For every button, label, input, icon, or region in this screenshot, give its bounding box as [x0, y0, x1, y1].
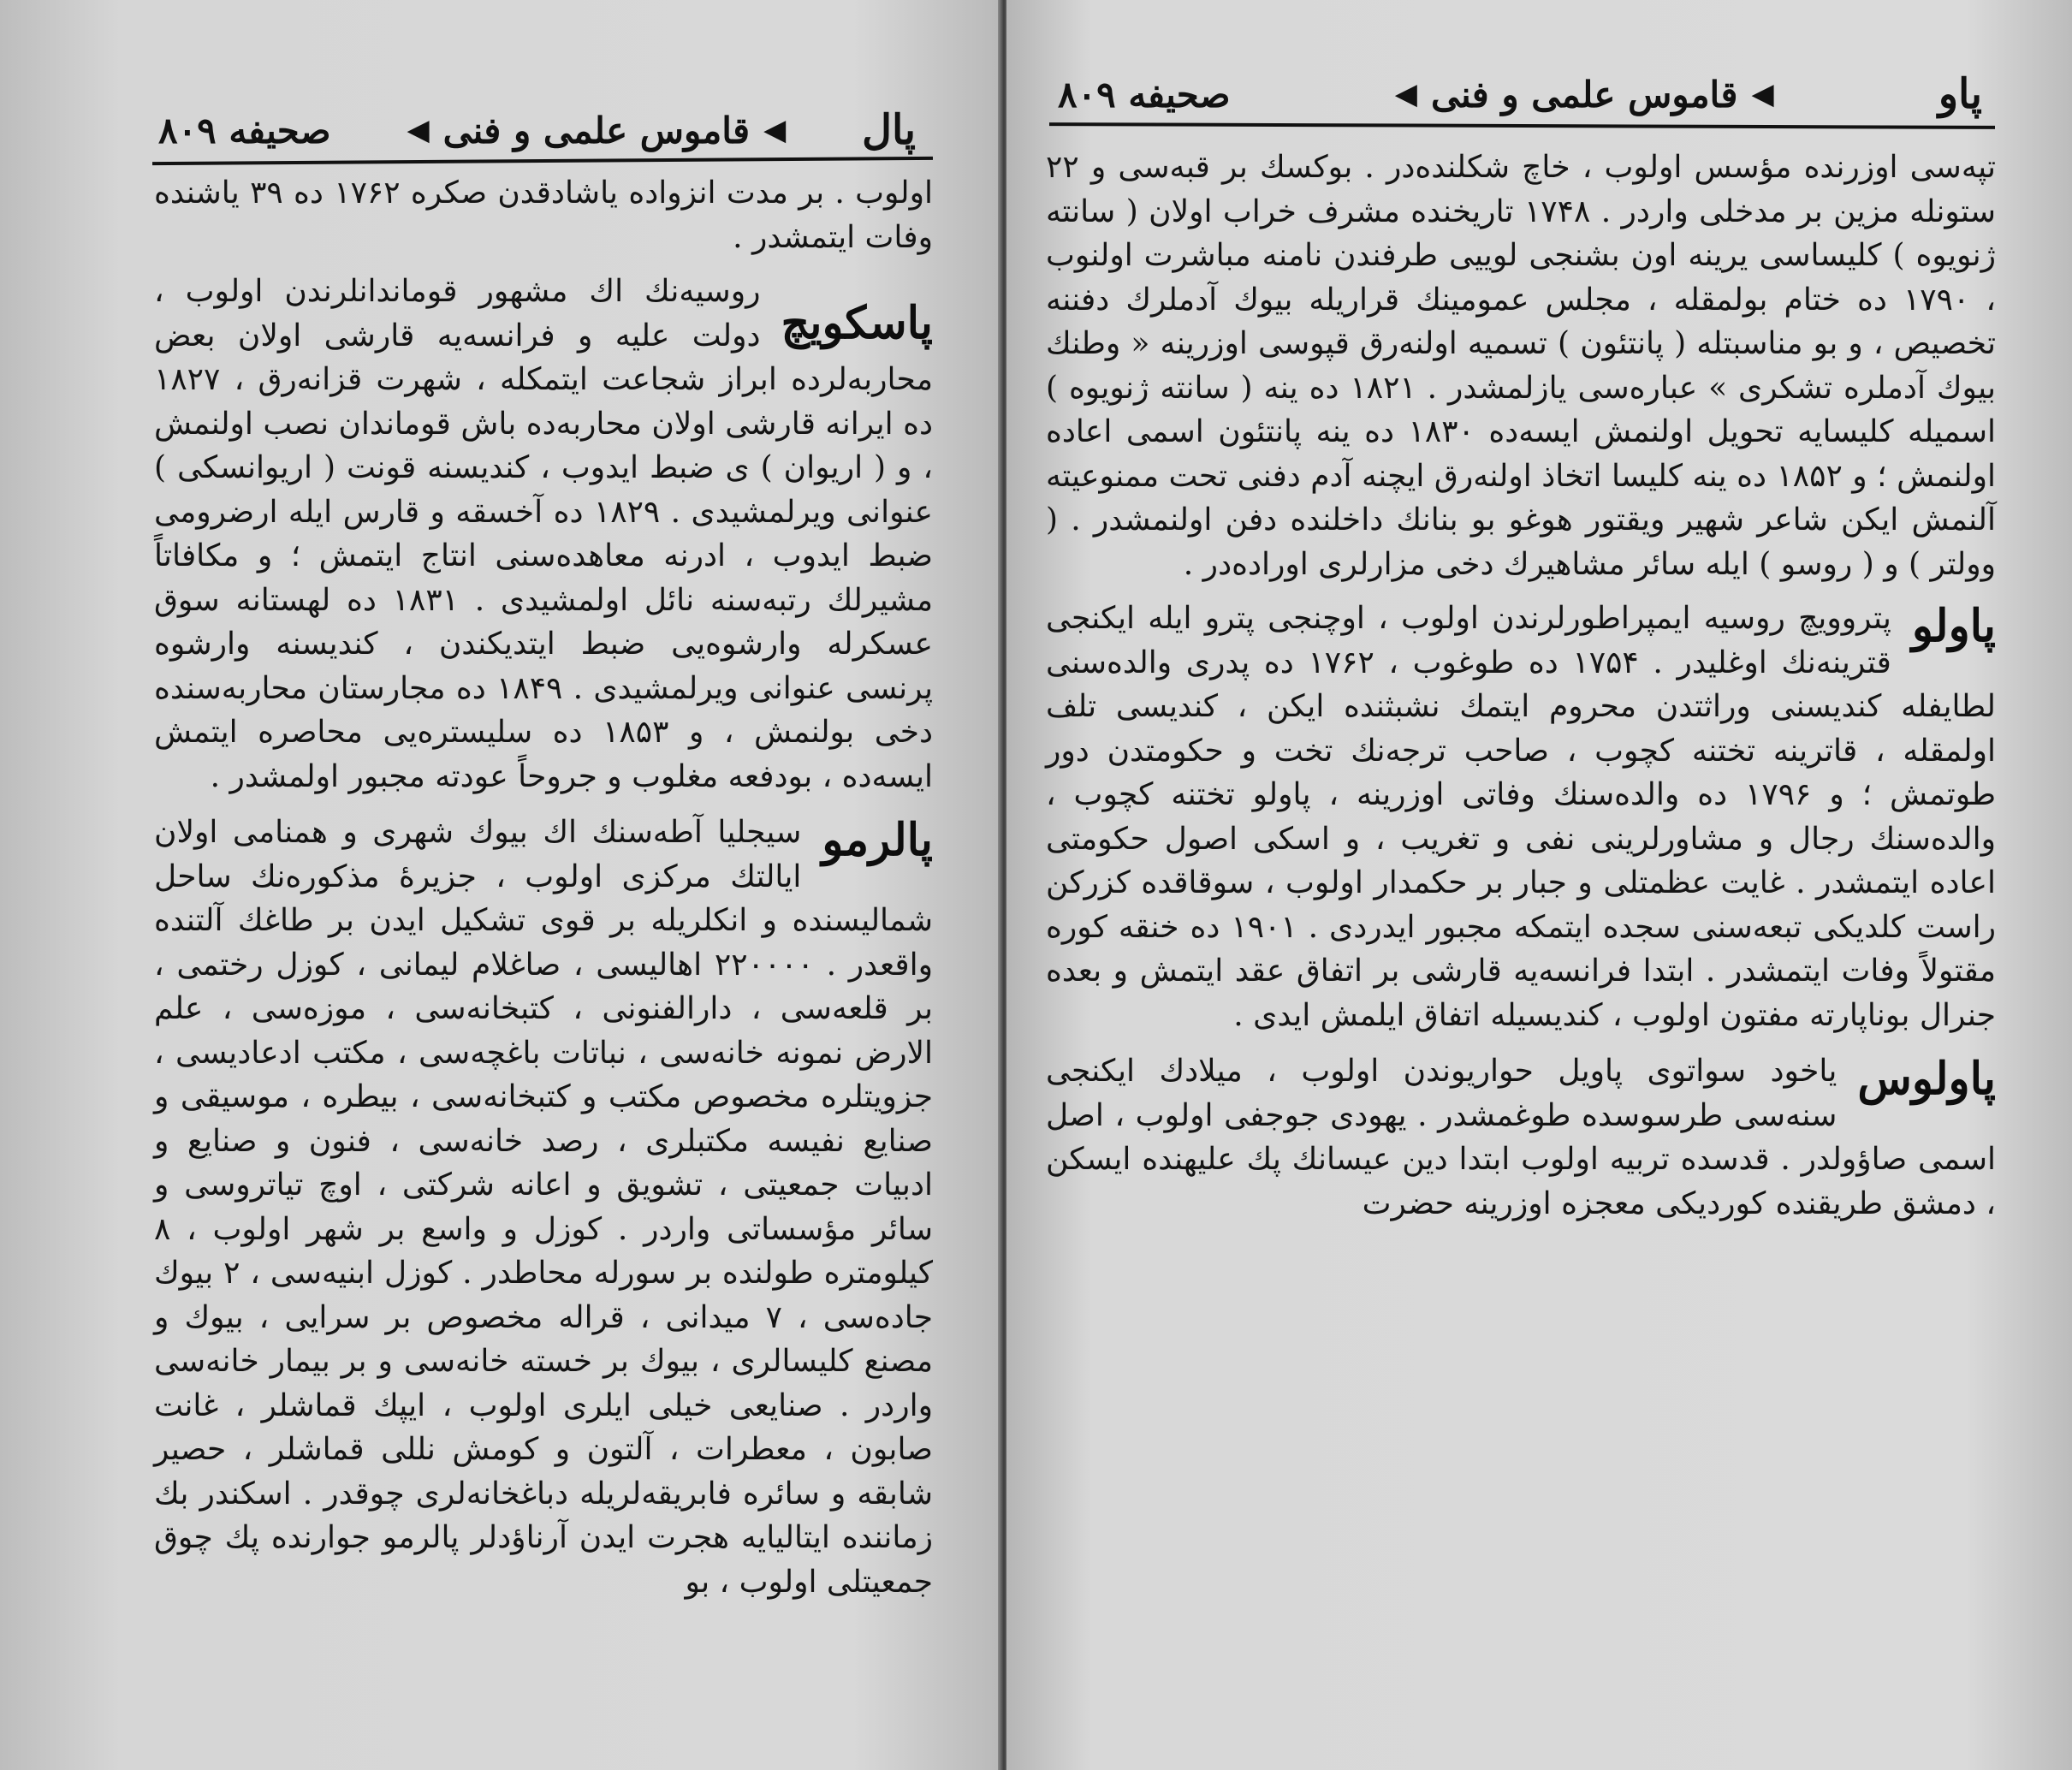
right-arrow-icon: ◀ [1751, 77, 1774, 111]
right-page [1006, 0, 2072, 1770]
right-header-letters: پاو [1938, 70, 1982, 118]
entry-text: پتروویچ روسیه ایمپراطورلرندن اولوب ، اوچنجی پترو ایله ایکنجی قترینه‌نك اوغلیدر . ۱۷۵۴ ده طوغوب ، ۱۷۶۲ ده پدری والده‌سنی لطایفله کندیسنی وراثتدن محروم ایتمك نشبثنده ایکن ، کندیسی تلف اولمقله ، قاترینه تختنه کچوب ، صاحب ترجه‌نك تخت و حکومتدن دور طوتمش ؛ و ۱۷۹۶ ده والده‌سنك وفاتی اوزرینه ، پاولو تختنه کچوب ، والده‌سنك رجال و مشاورلرینی نفی و تغریب ، و اسکی اصول حکومتی اعاده ایتمشدر . غایت عظمتلی و جبار بر حکمدار اولوب ، سوقاقده کزرکن راست کلدیکی تبعه‌سنی سجده ایتمکه مجبور ایدردی . ۱۹۰۱ ده خنقه کوره مقتولاً وفات ایتمشدر . ابتدا فرانسه‌یه قارشی بر اتفاق عقد ایتمش و بعده جنرال بوناپارته مفتون اولوب ، کندیسیله اتفاق ایلمش ایدی . [1046, 601, 1996, 1033]
entry-headword: پالرمو [822, 814, 933, 866]
right-header-page-number: صحیفه ۸۰۹ [1058, 73, 1231, 116]
right-page-body [1046, 146, 1996, 1238]
entry-text: یاخود سواتوی پاویل حواریوندن اولوب ، میلادك ایکنجی سنه‌سی طرسوسده طوغمشدر . یهودی جوجفی اولوب ، اصل اسمی صاؤولدر . قدسده تربیه اولوب ابتدا دین عیسانك پك علیهنده ایسکن ، دمشق طریقنده کوردیکی معجزه اوزرینه حضرت [1046, 1054, 1996, 1221]
entry-palermo [154, 811, 933, 1604]
right-page-header [1058, 60, 1982, 128]
entry-pavlos [1046, 1049, 1996, 1226]
right-header-title: قاموس علمی و فنی [1430, 73, 1738, 116]
left-page-body [154, 171, 933, 1616]
entry-headword: پاولوس [1857, 1053, 1996, 1105]
entry-headword: پاسکویچ [781, 297, 933, 349]
right-intro-paragraph: تپه‌سی اوزرنده مؤسس اولوب ، خاچ شکلنده‌در . بوکسك بر قبه‌سی و ۲۲ ستونله مزین بر مدخلی واردر . ۱۷۴۸ تاریخنده مشرف خراب اولان ( سانته ژنویوه ) کلیساسی یرینه اون بشنجی لوییی طرفندن نامنه مباشرت اولنوب ، ۱۷۹۰ ده ختام بولمقله ، مجلس عمومینك قراریله بیوك آدملرك دفننه تخصیص ، و بو مناسبتله ( پانتئون ) تسمیه اولنه‌رق قپوسی اوزرینه « وطنك بیوك آدملره تشکری » عباره‌سی یازلمشدر . ۱۸۲۱ ده ینه ( سانته ژنویوه ) اسمیله کلیسایه تحویل اولنمش ایسه‌ده ۱۸۳۰ ده ینه پانتئون اسمی اعاده اولنمش ؛ و ۱۸۵۲ ده ینه کلیسا اتخاذ اولنه‌رق ایچنه آدم دفنی تحت ممنوعیته آلنمش ایکن شاعر شهیر ویقتور هوغو بو بنانك داخلنده دفن اولنمشدر . ( وولتر ) و ( روسو ) ایله سائر مشاهیرك دخی مزارلری اوراده‌در . [1046, 150, 1997, 582]
left-header-page-number: صحیفه ۸۰۹ [158, 109, 331, 151]
entry-text: سیجلیا آطه‌سنك اك بیوك شهری و همنامی اولان ایالتك مرکزی اولوب ، جزیرهٔ مذکوره‌نك ساحل شمالیسنده و انکلریله بر قوی تشکیل ایدن بر طاغك آلتنده واقعدر . ۲۲۰۰۰۰ اهالیسی ، صاغلام لیمانی ، کوزل رختمی ، بر قلعه‌سی ، دارالفنونی ، کتبخانه‌سی ، موزه‌سی ، علم الارض نمونه خانه‌سی ، نباتات باغچه‌سی ، مکتب ادعادیسی ، جزویتلره مخصوص مکتب و کتبخانه‌سی ، بیطره ، موسیقی و صنایع نفیسه مکتبلری ، رصد خانه‌سی ، فنون و صنایع و ادبیات جمعیتی ، تشویق و اعانه شرکتی ، اوچ تیاتروسی و سائر مؤسساتی واردر . کوزل و واسع بر شهر اولوب ، ۸ کیلومتره طولنده بر سورله محاطدر . کوزل ابنیه‌سی ، ۲ بیوك جاده‌سی ، ۷ میدانی ، قراله مخصوص بر سرایی ، بیوك و مصنع کلیسالری ، بیوك بر خسته خانه‌سی و بر بیمار خانه‌سی واردر . صنایعی خیلی ایلری اولوب ، ایپك قماشلر ، غانت صابون ، معطرات ، آلتون و کومش نللی قماشلر ، حصیر شابقه و سائره فابریقه‌لریله دباغخانه‌لری چوقدر . اسکندر بك زماننده ایتالیایه هجرت ایدن آرناؤدلر پالرمو جوارنده پك چوق جمعیتلی اولوب ، بو [154, 815, 933, 1600]
entry-headword: پاولو [1911, 600, 1996, 652]
left-header-title: قاموس علمی و فنی [442, 109, 751, 151]
left-header-letters: پال [862, 106, 916, 154]
entry-paskevich [154, 270, 933, 799]
left-page-header [158, 96, 916, 164]
left-arrow-icon: ◀ [763, 113, 787, 147]
entry-pavlo [1046, 597, 1996, 1037]
entry-text: روسیه‌نك اك مشهور قوماندانلرندن اولوب ، دولت علیه و فرانسه‌یه قارشی اولان بعض محاربه‌لرده ابراز شجاعت ایتمکله ، شهرت قزانه‌رق ، ۱۸۲۷ ده ایرانه قارشی اولان محاربه‌ده باش قوماندان نصب اولنمش ، و ( اریوان ) ی ضبط ایدوب ، کندیسنه قونت ( اریوانسکی ) عنوانی ویرلمشیدی . ۱۸۲۹ ده آخسقه و قارس ایله ارضرومی ضبط ایدوب ، ادرنه معاهده‌سنی انتاج ایتمش ؛ و مکافاتاً مشیرلك رتبه‌سنه نائل اولمشیدی . ۱۸۳۱ ده لهستانه سوق عسکرله وارشوه‌یی ضبط ایتدیکندن ، کندیسنه وارشوه پرنسی عنوانی ویرلمشیدی . ۱۸۴۹ ده مجارستان محاربه‌سنده دخی بولنمش ، و ۱۸۵۳ ده سلیستره‌یی محاصره ایتمش ایسه‌ده ، بودفعه مغلوب و جروحاً عودته مجبور اولمشدر . [154, 274, 934, 794]
left-intro-paragraph: اولوب . بر مدت انزواده یاشادقدن صکره ۱۷۶۲ ده ۳۹ یاشنده وفات ایتمشدر . [154, 175, 933, 255]
left-header-title-group [407, 110, 786, 151]
right-header-title-group [1395, 74, 1774, 116]
left-arrow-icon-2: ◀ [407, 113, 430, 147]
left-page [0, 0, 1003, 1770]
right-arrow-icon-2: ◀ [1394, 77, 1417, 111]
